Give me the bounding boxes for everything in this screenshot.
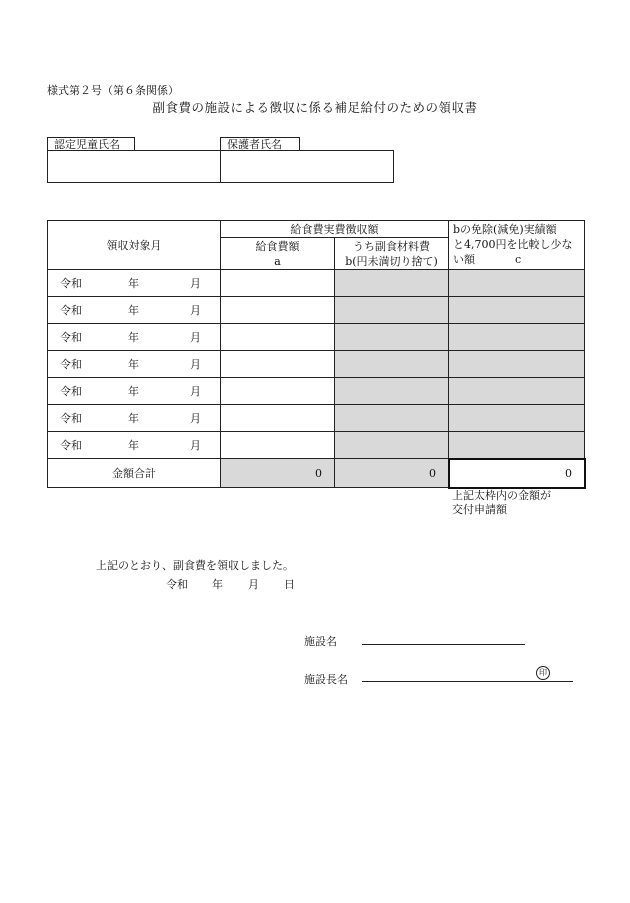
meal-fee-input[interactable] [221, 405, 335, 432]
total-b-value: 0 [335, 459, 449, 488]
side-dish-fee-cell [335, 378, 449, 405]
month-cell: 令和 年 月 [48, 432, 221, 459]
col-a-title: 給食費額 [255, 239, 300, 253]
side-dish-fee-header [335, 238, 449, 270]
total-c-value: 0 [449, 459, 585, 488]
guardian-name-label: 保護者氏名 [220, 137, 300, 150]
meal-fee-input[interactable] [221, 378, 335, 405]
side-dish-fee-cell [335, 351, 449, 378]
exemption-cell [449, 324, 585, 351]
side-dish-fee-cell [335, 297, 449, 324]
exemption-cell [449, 297, 585, 324]
meal-fee-input[interactable] [221, 351, 335, 378]
exemption-cell [449, 270, 585, 297]
side-dish-fee-cell [335, 270, 449, 297]
total-a-value: 0 [221, 459, 335, 488]
exemption-cell [449, 432, 585, 459]
child-name-label: 認定児童氏名 [47, 137, 135, 150]
exemption-cell [449, 378, 585, 405]
meal-fee-input[interactable] [221, 270, 335, 297]
note-line1: 上記太枠内の金額が [452, 489, 551, 502]
exemption-header-line2: と4,700円を比較し少な [453, 238, 573, 251]
meal-fee-input[interactable] [221, 432, 335, 459]
date-day: 日 [284, 578, 295, 591]
total-label: 金額合計 [48, 459, 221, 488]
table-row [48, 378, 585, 405]
document-title: 副食費の施設による徴収に係る補足給付のための領収書 [152, 100, 478, 115]
exemption-cell [449, 405, 585, 432]
meal-fee-group-header: 給食費実費徴収額 [221, 221, 449, 238]
note-line2: 交付申請額 [452, 503, 507, 516]
side-dish-fee-cell [335, 405, 449, 432]
month-cell: 令和 年 月 [48, 297, 221, 324]
exemption-cell [449, 351, 585, 378]
form-number: 様式第２号（第６条関係） [47, 84, 179, 97]
meal-fee-header [221, 238, 335, 270]
table-row [48, 270, 585, 297]
facility-head-line[interactable] [362, 681, 573, 682]
facility-name-label: 施設名 [304, 635, 337, 648]
side-dish-fee-cell [335, 432, 449, 459]
total-row [48, 459, 585, 488]
month-cell: 令和 年 月 [48, 324, 221, 351]
exemption-header-line1: bの免除(減免)実績額 [453, 223, 557, 236]
date-era: 令和 [166, 578, 188, 591]
date-year: 年 [212, 578, 223, 591]
col-b-sub: b(円未満切り捨て) [345, 254, 438, 268]
seal-icon: 印 [536, 666, 550, 680]
receipt-table [47, 220, 585, 488]
table-row [48, 405, 585, 432]
side-dish-fee-cell [335, 324, 449, 351]
month-cell: 令和 年 月 [48, 351, 221, 378]
month-cell: 令和 年 月 [48, 270, 221, 297]
exemption-header-line3: い額 c [453, 253, 522, 266]
facility-head-label: 施設長名 [304, 673, 348, 686]
month-header: 領収対象月 [48, 221, 221, 270]
application-note [452, 489, 551, 517]
table-row [48, 351, 585, 378]
exemption-header [449, 221, 585, 270]
table-row [48, 297, 585, 324]
table-row [48, 324, 585, 351]
col-c-letter: c [515, 253, 522, 266]
child-name-field[interactable] [47, 150, 221, 183]
meal-fee-input[interactable] [221, 324, 335, 351]
meal-fee-input[interactable] [221, 297, 335, 324]
col-b-title: うち副食材料費 [353, 239, 430, 253]
month-cell: 令和 年 月 [48, 378, 221, 405]
facility-name-line[interactable] [362, 644, 525, 645]
guardian-name-field[interactable] [220, 150, 394, 183]
table-row [48, 432, 585, 459]
date-month: 月 [248, 578, 259, 591]
month-cell: 令和 年 月 [48, 405, 221, 432]
col-a-letter: a [274, 254, 281, 268]
receipt-statement: 上記のとおり、副食費を領収しました。 [96, 559, 294, 572]
